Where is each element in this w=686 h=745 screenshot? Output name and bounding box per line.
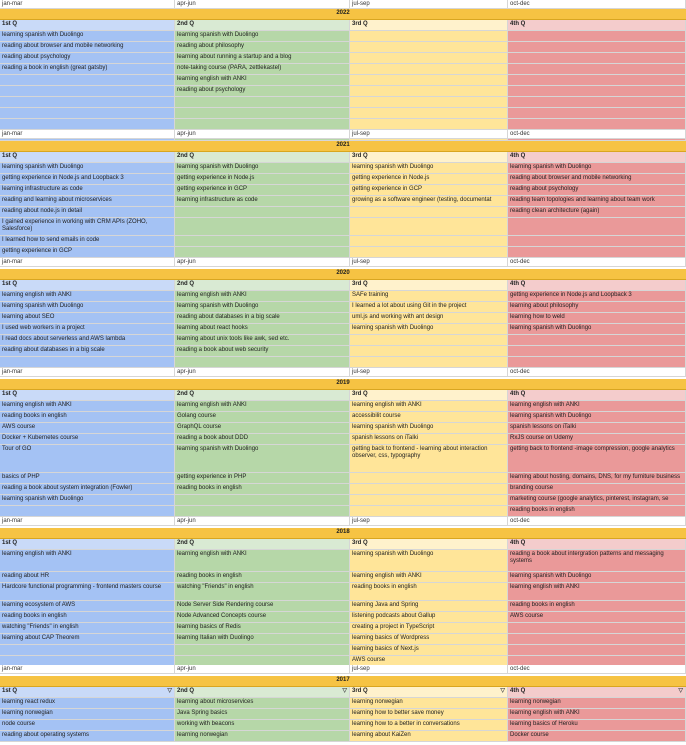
- month-cell[interactable]: apr-jun: [175, 130, 350, 139]
- quarter-header-cell[interactable]: 3rd Q: [350, 152, 508, 163]
- table-cell[interactable]: learning spanish with Duolingo: [175, 302, 350, 313]
- table-cell[interactable]: Node Advanced Concepts course: [175, 612, 350, 623]
- table-row: [0, 634, 686, 645]
- quarter-header-cell[interactable]: 1st Q: [0, 539, 175, 550]
- table-cell[interactable]: reading a book about system integration (Fowler): [0, 484, 175, 495]
- quarter-header-cell[interactable]: 2nd Q: [175, 539, 350, 550]
- table-cell[interactable]: spanish lessons on iTalki: [350, 434, 508, 445]
- quarter-header-row: [0, 280, 686, 291]
- table-cell[interactable]: reading a book about intergration patterns and messaging systems: [508, 550, 686, 572]
- table-cell[interactable]: getting experience in Node.js and Loopback 3: [0, 174, 175, 185]
- table-cell[interactable]: [350, 236, 508, 247]
- year-header[interactable]: 2018: [0, 528, 686, 539]
- table-cell[interactable]: learning english with ANKI: [508, 583, 686, 601]
- table-cell[interactable]: getting experience in Node.js and Loopback 3: [508, 291, 686, 302]
- table-cell[interactable]: [350, 31, 508, 42]
- filter-icon[interactable]: ▽: [342, 688, 347, 694]
- table-cell[interactable]: learning spanish with Duolingo: [508, 163, 686, 174]
- table-row: [0, 623, 686, 634]
- table-cell[interactable]: reading about psychology: [175, 86, 350, 97]
- table-cell[interactable]: [0, 645, 175, 656]
- table-cell[interactable]: reading about psychology: [0, 53, 175, 64]
- table-cell[interactable]: [175, 108, 350, 119]
- table-cell[interactable]: learning ecosystem of AWS: [0, 601, 175, 612]
- year-header[interactable]: 2021: [0, 141, 686, 152]
- table-row: [0, 412, 686, 423]
- quarter-header-cell[interactable]: 3rd Q: [350, 20, 508, 31]
- table-row: [0, 445, 686, 473]
- table-cell[interactable]: [350, 495, 508, 506]
- table-cell[interactable]: learning spanish with Duolingo: [350, 163, 508, 174]
- table-cell[interactable]: I gained experience in working with CRM APIs (ZOHO, Salesforce): [0, 218, 175, 236]
- table-cell[interactable]: reading about HR: [0, 572, 175, 583]
- month-cell[interactable]: jul-sep: [350, 130, 508, 139]
- table-row: [0, 207, 686, 218]
- table-cell[interactable]: SAFe training: [350, 291, 508, 302]
- table-row: [0, 75, 686, 86]
- table-row: [0, 720, 686, 731]
- year-header[interactable]: 2020: [0, 269, 686, 280]
- months-row: [0, 0, 686, 9]
- table-cell[interactable]: [0, 86, 175, 97]
- table-cell[interactable]: [175, 119, 350, 130]
- table-row: [0, 731, 686, 742]
- table-cell[interactable]: learning about hosting, domains, DNS, for my furniture business: [508, 473, 686, 484]
- table-cell[interactable]: AWS course: [350, 656, 508, 667]
- table-row: [0, 324, 686, 335]
- table-row: [0, 196, 686, 207]
- table-cell[interactable]: [175, 218, 350, 236]
- table-cell[interactable]: learning about KaiZen: [350, 731, 508, 742]
- month-cell[interactable]: jan-mar: [0, 130, 175, 139]
- month-cell[interactable]: jan-mar: [0, 0, 175, 9]
- table-cell[interactable]: learning spanish with Duolingo: [0, 31, 175, 42]
- table-row: [0, 357, 686, 368]
- table-cell[interactable]: listening podcasts about Gallup: [350, 612, 508, 623]
- table-cell[interactable]: learning spanish with Duolingo: [508, 412, 686, 423]
- table-cell[interactable]: learning english with ANKI: [175, 291, 350, 302]
- table-row: [0, 612, 686, 623]
- table-cell[interactable]: getting experience in Node.js: [175, 174, 350, 185]
- table-cell[interactable]: learning spanish with Duolingo: [0, 495, 175, 506]
- filter-icon[interactable]: ▽: [500, 688, 505, 694]
- table-row: [0, 108, 686, 119]
- table-row: [0, 97, 686, 108]
- table-cell[interactable]: learning english with ANKI: [508, 401, 686, 412]
- table-cell[interactable]: reading books in english: [508, 601, 686, 612]
- month-cell[interactable]: jul-sep: [350, 665, 508, 674]
- table-cell[interactable]: Golang course: [175, 412, 350, 423]
- table-cell[interactable]: reading team topologies and learning about team work: [508, 196, 686, 207]
- table-cell[interactable]: [350, 346, 508, 357]
- table-row: [0, 601, 686, 612]
- table-cell[interactable]: reading books in english: [175, 484, 350, 495]
- table-cell[interactable]: reading books in english: [175, 572, 350, 583]
- month-cell[interactable]: oct-dec: [508, 368, 686, 377]
- table-cell[interactable]: [175, 207, 350, 218]
- table-cell[interactable]: I read docs about serverless and AWS lambda: [0, 335, 175, 346]
- table-row: [0, 313, 686, 324]
- month-cell[interactable]: oct-dec: [508, 517, 686, 526]
- month-cell[interactable]: jan-mar: [0, 665, 175, 674]
- table-cell[interactable]: learning how to a better in conversations: [350, 720, 508, 731]
- month-cell[interactable]: apr-jun: [175, 0, 350, 9]
- table-cell[interactable]: getting experience in Node.js: [350, 174, 508, 185]
- table-cell[interactable]: learning about microservices: [175, 698, 350, 709]
- table-cell[interactable]: [350, 42, 508, 53]
- month-cell[interactable]: oct-dec: [508, 0, 686, 9]
- table-cell[interactable]: learning about CAP Theorem: [0, 634, 175, 645]
- table-cell[interactable]: learning basics of Heroku: [508, 720, 686, 731]
- table-cell[interactable]: reading about browser and mobile networking: [508, 174, 686, 185]
- table-row: [0, 583, 686, 601]
- months-row: [0, 130, 686, 139]
- table-cell[interactable]: reading a book in english (great gatsby): [0, 64, 175, 75]
- table-cell[interactable]: reading books in english: [0, 612, 175, 623]
- table-cell[interactable]: [508, 236, 686, 247]
- month-cell[interactable]: jan-mar: [0, 517, 175, 526]
- quarter-header-cell[interactable]: 4th Q: [508, 280, 686, 291]
- quarter-header-cell[interactable]: 2nd Q: [175, 390, 350, 401]
- table-cell[interactable]: watching "Friends" in english: [0, 623, 175, 634]
- table-row: [0, 236, 686, 247]
- table-row: [0, 42, 686, 53]
- table-row: [0, 495, 686, 506]
- quarter-header-row: [0, 390, 686, 401]
- table-cell[interactable]: [508, 247, 686, 258]
- table-cell[interactable]: Java Spring basics: [175, 709, 350, 720]
- table-cell[interactable]: learning english with ANKI: [508, 709, 686, 720]
- table-cell[interactable]: learning basics of Redis: [175, 623, 350, 634]
- table-cell[interactable]: [508, 634, 686, 645]
- table-cell[interactable]: [508, 31, 686, 42]
- table-row: [0, 473, 686, 484]
- table-cell[interactable]: [350, 473, 508, 484]
- table-cell[interactable]: [350, 108, 508, 119]
- table-cell[interactable]: I used web workers in a project: [0, 324, 175, 335]
- table-cell[interactable]: learning english with ANKI: [175, 401, 350, 412]
- table-cell[interactable]: marketing course (google analytics, pinterest, instagram, se: [508, 495, 686, 506]
- table-cell[interactable]: [508, 357, 686, 368]
- table-cell[interactable]: learning how to weld: [508, 313, 686, 324]
- table-row: [0, 401, 686, 412]
- table-cell[interactable]: [350, 335, 508, 346]
- quarter-header-cell[interactable]: 3rd Q: [350, 539, 508, 550]
- table-cell[interactable]: learning about unix tools like awk, sed etc.: [175, 335, 350, 346]
- quarter-header-cell[interactable]: 1st Q: [0, 390, 175, 401]
- table-cell[interactable]: basics of PHP: [0, 473, 175, 484]
- table-cell[interactable]: getting experience in GCP: [0, 247, 175, 258]
- quarter-header-cell[interactable]: 3rd Q ▽: [350, 687, 508, 698]
- table-cell[interactable]: branding course: [508, 484, 686, 495]
- table-cell[interactable]: learning spanish with Duolingo: [175, 163, 350, 174]
- month-cell[interactable]: jul-sep: [350, 0, 508, 9]
- table-cell[interactable]: reading books in english: [508, 506, 686, 517]
- month-cell[interactable]: jul-sep: [350, 258, 508, 267]
- table-cell[interactable]: [175, 236, 350, 247]
- quarter-header-cell[interactable]: 4th Q: [508, 390, 686, 401]
- table-cell[interactable]: learning english with ANKI: [0, 291, 175, 302]
- table-cell[interactable]: reading about databases in a big scale: [175, 313, 350, 324]
- month-cell[interactable]: apr-jun: [175, 665, 350, 674]
- table-cell[interactable]: learning english with ANKI: [350, 572, 508, 583]
- quarter-header-cell[interactable]: 3rd Q: [350, 390, 508, 401]
- table-row: [0, 31, 686, 42]
- table-row: [0, 434, 686, 445]
- table-cell[interactable]: [175, 495, 350, 506]
- month-cell[interactable]: oct-dec: [508, 130, 686, 139]
- month-cell[interactable]: apr-jun: [175, 258, 350, 267]
- table-cell[interactable]: [508, 64, 686, 75]
- table-cell[interactable]: [175, 247, 350, 258]
- quarter-header-cell[interactable]: 2nd Q: [175, 280, 350, 291]
- table-cell[interactable]: I learned a lot about using Git in the project: [350, 302, 508, 313]
- table-cell[interactable]: [175, 645, 350, 656]
- table-cell[interactable]: learning spanish with Duolingo: [175, 445, 350, 473]
- table-cell[interactable]: growing as a software engineer (testing, documentat: [350, 196, 508, 207]
- table-cell[interactable]: I learned how to send emails in code: [0, 236, 175, 247]
- table-cell[interactable]: [175, 506, 350, 517]
- table-cell[interactable]: getting experience in GCP: [175, 185, 350, 196]
- table-cell[interactable]: node course: [0, 720, 175, 731]
- table-cell[interactable]: note-taking course (PARA, zettlekastel): [175, 64, 350, 75]
- table-cell[interactable]: reading books in english: [350, 583, 508, 601]
- table-cell[interactable]: learning norwegian: [508, 698, 686, 709]
- table-cell[interactable]: learning english with ANKI: [350, 401, 508, 412]
- table-cell[interactable]: Tour of GO: [0, 445, 175, 473]
- months-row: [0, 258, 686, 267]
- table-cell[interactable]: reading clean architecture (again): [508, 207, 686, 218]
- filter-icon[interactable]: ▽: [678, 688, 683, 694]
- table-cell[interactable]: getting back to frontend -image compression, google analytics: [508, 445, 686, 473]
- table-cell[interactable]: [508, 108, 686, 119]
- table-cell[interactable]: AWS course: [508, 612, 686, 623]
- table-row: [0, 291, 686, 302]
- table-cell[interactable]: reading about psychology: [508, 185, 686, 196]
- table-cell[interactable]: learning basics of Next.js: [350, 645, 508, 656]
- table-cell[interactable]: [508, 623, 686, 634]
- table-row: [0, 335, 686, 346]
- table-row: [0, 484, 686, 495]
- months-row: [0, 665, 686, 674]
- table-cell[interactable]: Docker course: [508, 731, 686, 742]
- table-row: [0, 423, 686, 434]
- table-cell[interactable]: [508, 97, 686, 108]
- quarter-header-row: [0, 20, 686, 31]
- table-cell[interactable]: reading about browser and mobile networking: [0, 42, 175, 53]
- table-cell[interactable]: [508, 335, 686, 346]
- table-cell[interactable]: [0, 75, 175, 86]
- table-cell[interactable]: reading books in english: [0, 412, 175, 423]
- quarter-header-row: [0, 539, 686, 550]
- table-cell[interactable]: [350, 64, 508, 75]
- table-row: [0, 572, 686, 583]
- table-cell[interactable]: learning basics of Wordpress: [350, 634, 508, 645]
- quarter-header-cell[interactable]: 2nd Q: [175, 152, 350, 163]
- table-cell[interactable]: learning spanish with Duolingo: [350, 324, 508, 335]
- year-header[interactable]: 2019: [0, 379, 686, 390]
- table-row: [0, 218, 686, 236]
- month-cell[interactable]: oct-dec: [508, 258, 686, 267]
- table-cell[interactable]: learning about running a startup and a blog: [175, 53, 350, 64]
- quarter-header-cell[interactable]: 2nd Q ▽: [175, 687, 350, 698]
- table-row: [0, 247, 686, 258]
- table-cell[interactable]: [350, 247, 508, 258]
- table-cell[interactable]: learning spanish with Duolingo: [0, 302, 175, 313]
- month-cell[interactable]: oct-dec: [508, 665, 686, 674]
- table-row: [0, 302, 686, 313]
- table-cell[interactable]: reading about operating systems: [0, 731, 175, 742]
- table-cell[interactable]: Docker + Kubernetes course: [0, 434, 175, 445]
- table-cell[interactable]: learning about react hooks: [175, 324, 350, 335]
- quarter-header-cell[interactable]: 4th Q: [508, 152, 686, 163]
- filter-icon[interactable]: ▽: [167, 688, 172, 694]
- table-cell[interactable]: working with beacons: [175, 720, 350, 731]
- table-cell[interactable]: learning about philosophy: [508, 302, 686, 313]
- table-cell[interactable]: accessibilit course: [350, 412, 508, 423]
- table-cell[interactable]: GraphQL course: [175, 423, 350, 434]
- table-cell[interactable]: reading about databases in a big scale: [0, 346, 175, 357]
- table-cell[interactable]: [0, 357, 175, 368]
- table-row: [0, 346, 686, 357]
- table-cell[interactable]: learning english with ANKI: [0, 550, 175, 572]
- table-cell[interactable]: [508, 346, 686, 357]
- table-cell[interactable]: [350, 97, 508, 108]
- table-cell[interactable]: learning about SEO: [0, 313, 175, 324]
- year-header[interactable]: 2017: [0, 676, 686, 687]
- table-cell[interactable]: [350, 53, 508, 64]
- table-row: [0, 163, 686, 174]
- table-cell[interactable]: [508, 53, 686, 64]
- table-cell[interactable]: getting experience in GCP: [350, 185, 508, 196]
- table-cell[interactable]: learning Java and Spring: [350, 601, 508, 612]
- table-cell[interactable]: [0, 97, 175, 108]
- year-header[interactable]: 2022: [0, 9, 686, 20]
- table-cell[interactable]: [175, 357, 350, 368]
- month-cell[interactable]: jul-sep: [350, 517, 508, 526]
- table-cell[interactable]: learning spanish with Duolingo: [350, 423, 508, 434]
- table-cell[interactable]: [508, 218, 686, 236]
- table-cell[interactable]: learning infrastructure as code: [175, 196, 350, 207]
- table-cell[interactable]: [350, 207, 508, 218]
- table-cell[interactable]: Node Server Side Rendering course: [175, 601, 350, 612]
- table-cell[interactable]: reading a book about web security: [175, 346, 350, 357]
- table-row: [0, 53, 686, 64]
- quarter-header-cell[interactable]: 1st Q: [0, 152, 175, 163]
- quarter-header-row: [0, 687, 686, 698]
- table-cell[interactable]: [0, 506, 175, 517]
- table-cell[interactable]: [350, 357, 508, 368]
- table-cell[interactable]: learning norwegian: [175, 731, 350, 742]
- table-cell[interactable]: getting experience in PHP: [175, 473, 350, 484]
- table-row: [0, 645, 686, 656]
- quarter-header-cell[interactable]: 1st Q ▽: [0, 687, 175, 698]
- table-cell[interactable]: learning norwegian: [350, 698, 508, 709]
- month-cell[interactable]: apr-jun: [175, 517, 350, 526]
- table-cell[interactable]: learning infrastructure as code: [0, 185, 175, 196]
- quarter-header-cell[interactable]: 4th Q: [508, 539, 686, 550]
- table-cell[interactable]: reading about node.js in detail: [0, 207, 175, 218]
- month-cell[interactable]: jul-sep: [350, 368, 508, 377]
- table-cell[interactable]: learning Italian with Duolingo: [175, 634, 350, 645]
- table-row: [0, 698, 686, 709]
- table-cell[interactable]: learning how to better save money: [350, 709, 508, 720]
- table-cell[interactable]: learning spanish with Duolingo: [350, 550, 508, 572]
- table-cell[interactable]: RxJS course on Udemy: [508, 434, 686, 445]
- quarter-header-cell[interactable]: 3rd Q: [350, 280, 508, 291]
- months-row: [0, 368, 686, 377]
- table-cell[interactable]: [508, 86, 686, 97]
- table-cell[interactable]: [0, 108, 175, 119]
- table-cell[interactable]: learning spanish with Duolingo: [508, 324, 686, 335]
- table-cell[interactable]: learning spanish with Duolingo: [175, 31, 350, 42]
- table-cell[interactable]: [508, 75, 686, 86]
- table-row: [0, 174, 686, 185]
- table-row: [0, 506, 686, 517]
- quarter-header-cell[interactable]: 2nd Q: [175, 20, 350, 31]
- table-row: [0, 709, 686, 720]
- table-row: [0, 86, 686, 97]
- table-row: [0, 64, 686, 75]
- table-cell[interactable]: learning english with ANKI: [0, 401, 175, 412]
- table-cell[interactable]: learning spanish with Duolingo: [508, 572, 686, 583]
- table-cell[interactable]: [350, 218, 508, 236]
- months-row: [0, 517, 686, 526]
- table-cell[interactable]: [350, 484, 508, 495]
- table-cell[interactable]: [175, 97, 350, 108]
- month-cell[interactable]: jan-mar: [0, 368, 175, 377]
- table-cell[interactable]: spanish lessons on iTalki: [508, 423, 686, 434]
- table-cell[interactable]: watching "Friends" in english: [175, 583, 350, 601]
- quarter-header-cell[interactable]: 1st Q: [0, 20, 175, 31]
- month-cell[interactable]: jan-mar: [0, 258, 175, 267]
- table-cell[interactable]: creating a project in TypeScript: [350, 623, 508, 634]
- quarter-header-cell[interactable]: 1st Q: [0, 280, 175, 291]
- table-cell[interactable]: reading and learning about microservices: [0, 196, 175, 207]
- table-row: [0, 119, 686, 130]
- table-cell[interactable]: [508, 42, 686, 53]
- table-cell[interactable]: learning english with ANKI: [175, 75, 350, 86]
- table-cell[interactable]: [350, 119, 508, 130]
- table-cell[interactable]: reading a book about DDD: [175, 434, 350, 445]
- table-cell[interactable]: [350, 86, 508, 97]
- table-cell[interactable]: learning spanish with Duolingo: [0, 163, 175, 174]
- table-cell[interactable]: uml.js and working with ant design: [350, 313, 508, 324]
- quarter-header-cell[interactable]: 4th Q ▽: [508, 687, 686, 698]
- table-cell[interactable]: learning norwegian: [0, 709, 175, 720]
- table-row: [0, 550, 686, 572]
- table-cell[interactable]: AWS course: [0, 423, 175, 434]
- month-cell[interactable]: apr-jun: [175, 368, 350, 377]
- quarter-header-row: [0, 152, 686, 163]
- table-cell[interactable]: getting back to frontend - learning about interaction observer, css, typography: [350, 445, 508, 473]
- table-cell[interactable]: learning react redux: [0, 698, 175, 709]
- table-cell[interactable]: learning english with ANKI: [175, 550, 350, 572]
- quarter-header-cell[interactable]: 4th Q: [508, 20, 686, 31]
- table-cell[interactable]: [350, 75, 508, 86]
- table-cell[interactable]: reading about philosophy: [175, 42, 350, 53]
- table-cell[interactable]: Hardcore functional programming - frontend masters course: [0, 583, 175, 601]
- table-cell[interactable]: [0, 119, 175, 130]
- table-cell[interactable]: [508, 119, 686, 130]
- table-cell[interactable]: [350, 506, 508, 517]
- table-row: [0, 185, 686, 196]
- table-cell[interactable]: [508, 645, 686, 656]
